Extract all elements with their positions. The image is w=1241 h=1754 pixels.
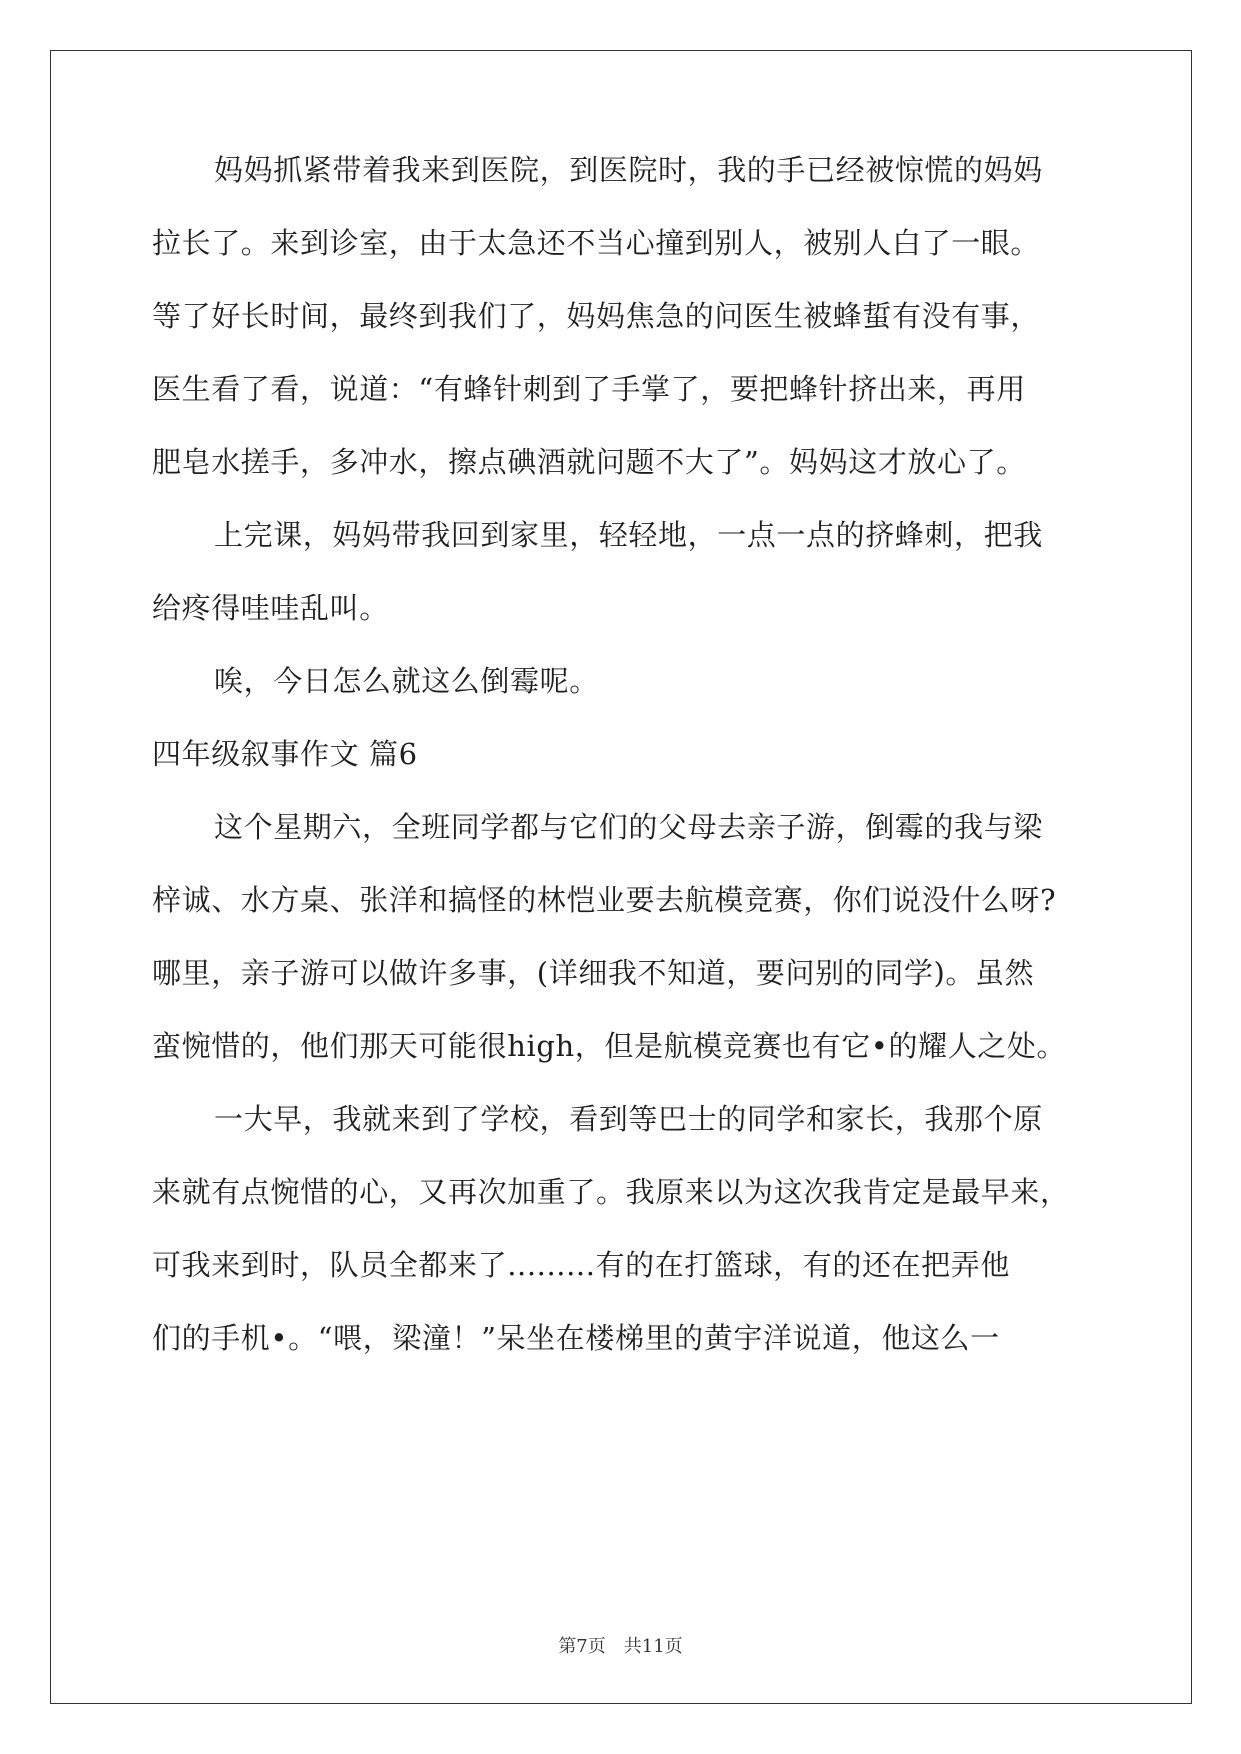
text-line: 们的手机•。“喂，梁潼！”呆坐在楼梯里的黄宇洋说道，他这么一 [152, 1321, 1000, 1355]
text-line: 等了好长时间，最终到我们了，妈妈焦急的问医生被蜂蜇有没有事， [152, 299, 1041, 333]
text-line: 哪里，亲子游可以做许多事，(详细我不知道，要问别的同学)。虽然 [152, 956, 1035, 990]
text-line: 来就有点惋惜的心，又再次加重了。我原来以为这次我肯定是最早来， [152, 1175, 1070, 1209]
text-line: 唉，今日怎么就这么倒霉呢。 [214, 664, 599, 698]
text-line: 这个星期六，全班同学都与它们的父母去亲子游，倒霉的我与梁 [214, 810, 1043, 844]
text-line: 上完课，妈妈带我回到家里，轻轻地，一点一点的挤蜂刺，把我 [214, 518, 1043, 552]
text-line: 拉长了。来到诊室，由于太急还不当心撞到别人，被别人白了一眼。 [152, 226, 1041, 260]
text-line: 蛮惋惜的，他们那天可能很high，但是航模竞赛也有它•的耀人之处。 [152, 1029, 1067, 1063]
section-heading: 四年级叙事作文 篇6 [152, 737, 418, 771]
text-line: 梓诚、水方桌、张洋和搞怪的林恺业要去航模竞赛，你们说没什么呀? [152, 883, 1057, 917]
text-line: 可我来到时，队员全都来了.........有的在打篮球，有的还在把弄他 [152, 1248, 1010, 1282]
text-line: 妈妈抓紧带着我来到医院，到医院时，我的手已经被惊慌的妈妈 [214, 153, 1043, 187]
page-footer: 第7页 共11页 [558, 1636, 683, 1657]
text-line: 给疼得哇哇乱叫。 [152, 591, 389, 625]
text-line: 肥皂水搓手，多冲水，擦点碘酒就问题不大了”。妈妈这才放心了。 [152, 445, 1026, 479]
text-line: 医生看了看，说道：“有蜂针刺到了手掌了，要把蜂针挤出来，再用 [152, 372, 1026, 406]
text-line: 一大早，我就来到了学校，看到等巴士的同学和家长，我那个原 [214, 1102, 1043, 1136]
